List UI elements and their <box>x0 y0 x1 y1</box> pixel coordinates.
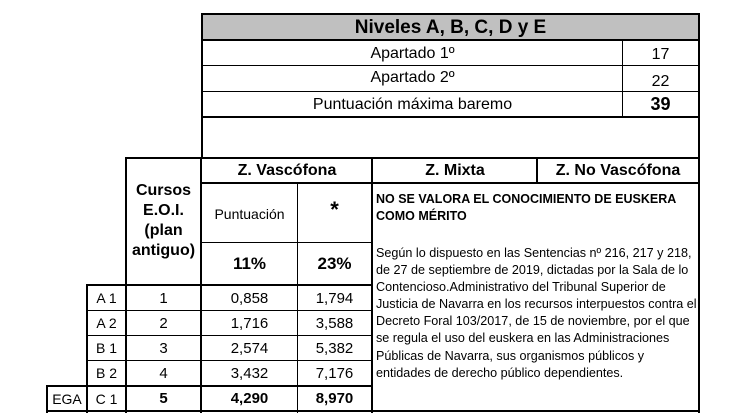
summary-row-label: Apartado 2º <box>370 68 455 86</box>
summary-row-value: 17 <box>651 46 670 63</box>
curso-value: 4 <box>159 364 168 382</box>
level-label: A 2 <box>96 315 117 331</box>
level-label: B 1 <box>95 340 117 356</box>
subheader-puntuacion: Puntuación <box>214 205 285 222</box>
puntuacion-value: 2,574 <box>230 339 269 357</box>
summary-total-value: 39 <box>650 94 671 114</box>
zone-header-vascofona: Z. Vascófona <box>237 162 337 179</box>
puntuacion-value: 0,858 <box>230 289 269 307</box>
asterisk-value: 7,176 <box>315 364 354 382</box>
curso-value: 1 <box>159 289 168 307</box>
level-label: C 1 <box>95 390 118 407</box>
puntuacion-value: 1,716 <box>230 314 269 332</box>
asterisk-value: 1,794 <box>315 289 354 307</box>
curso-value: 3 <box>159 339 168 357</box>
puntuacion-value: 4,290 <box>230 390 269 407</box>
level-label: B 2 <box>95 365 117 381</box>
cursos-header: Cursos E.O.I. (plan antiguo) <box>131 182 196 259</box>
curso-value: 2 <box>159 314 168 332</box>
asterisk-value: 3,588 <box>315 314 354 332</box>
curso-value: 5 <box>159 390 168 407</box>
summary-title: Niveles A, B, C, D y E <box>203 15 698 40</box>
notice-body: Según lo dispuesto en las Sentencias nº 216, 217 y 218, de 27 de septiembre de 2019, dictadas por la Sala de lo Contencioso.Administrativo del Tribunal Superior de Justicia de Navarra en los recursos interpuestos contra el Decreto Foral 103/2017, de 15 de noviembre, por el que se regula el uso del euskera en las Administraciones Públicas de Navarra, sus organismos públicos y entidades de derecho público dependientes. <box>376 246 697 380</box>
percent-puntuacion: 11% <box>232 254 267 273</box>
summary-row-value: 22 <box>651 72 670 90</box>
percent-asterisk: 23% <box>317 254 352 273</box>
subheader-asterisk: * <box>330 197 339 222</box>
asterisk-value: 8,970 <box>315 390 354 407</box>
level-label: A 1 <box>96 290 117 306</box>
notice-title: NO SE VALORA EL CONOCIMIENTO DE EUSKERA COMO MÉRITO <box>376 192 676 223</box>
ega-label: EGA <box>52 390 82 407</box>
summary-row-label: Apartado 1º <box>370 45 455 62</box>
puntuacion-value: 3,432 <box>230 364 269 382</box>
asterisk-value: 5,382 <box>315 339 354 357</box>
zone-header-no-vascofona: Z. No Vascófona <box>555 162 681 179</box>
summary-row-label: Puntuación máxima baremo <box>312 95 513 113</box>
zone-header-mixta: Z. Mixta <box>425 162 485 179</box>
